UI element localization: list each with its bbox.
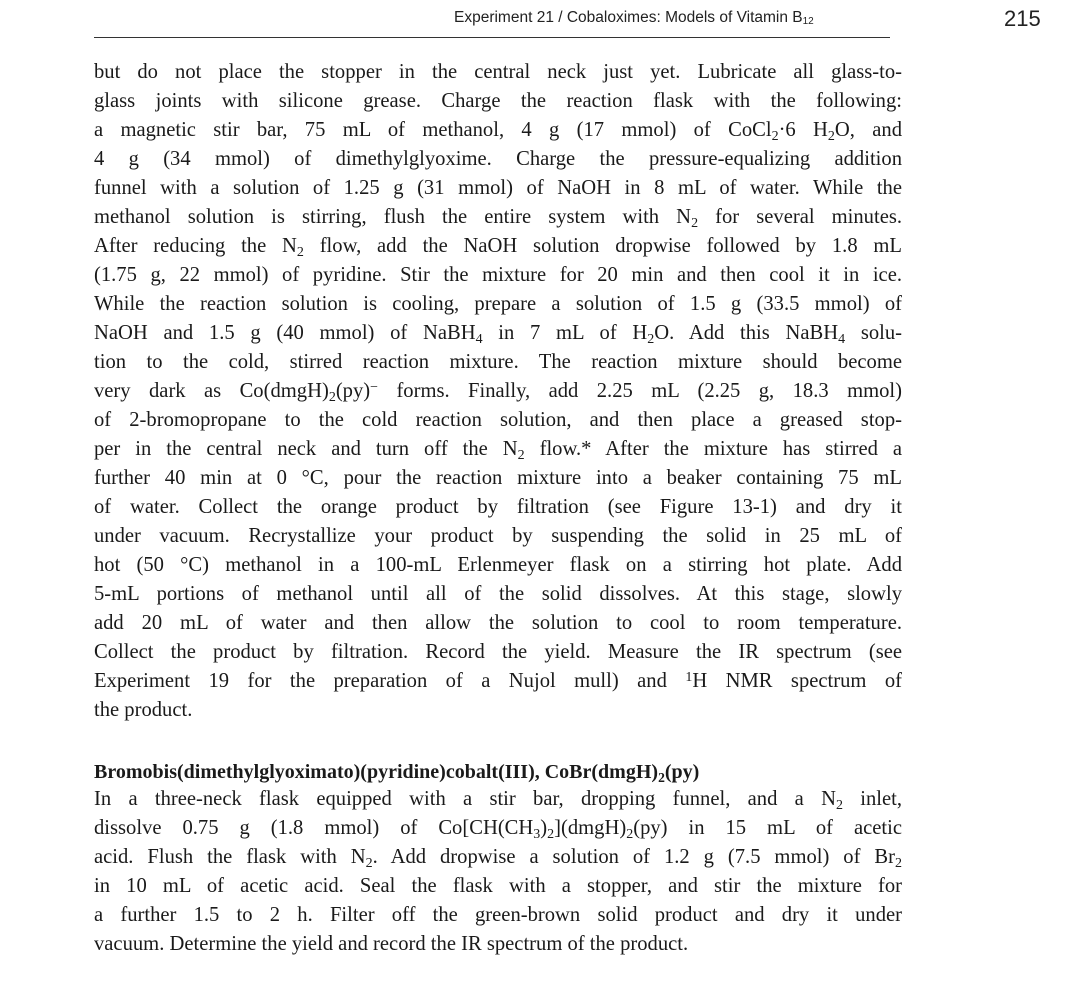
text-line bbox=[94, 319, 902, 348]
subscript: 2 bbox=[296, 244, 304, 260]
text-line bbox=[94, 580, 902, 609]
subscript: 2 bbox=[895, 855, 902, 871]
text-run: for several minutes. bbox=[698, 206, 902, 228]
text-run: a magnetic stir bar, 75 mL of methanol, 4 g (17 mmol) of CoCl bbox=[94, 119, 772, 141]
text-run: glass joints with silicone grease. Charge the reaction flask with the following: bbox=[94, 90, 902, 112]
text-run: 5-mL portions of methanol until all of the solid dissolves. At this stage, slowly bbox=[94, 583, 902, 605]
subscript: 2 bbox=[835, 797, 843, 813]
text-run: in 10 mL of acetic acid. Seal the flask with a stopper, and stir the mixture for bbox=[94, 875, 902, 897]
text-run: solu- bbox=[845, 322, 903, 344]
text-run: ](dmgH) bbox=[554, 817, 627, 839]
subscript: 4 bbox=[475, 331, 483, 347]
text-line bbox=[94, 116, 902, 145]
subscript: 2 bbox=[771, 128, 779, 144]
text-run: of water. Collect the orange product by filtration (see Figure 13-1) and dry it bbox=[94, 496, 902, 518]
text-run: per in the central neck and turn off the N bbox=[94, 438, 518, 460]
text-line bbox=[94, 406, 902, 435]
superscript: 1 bbox=[685, 670, 693, 686]
text-line bbox=[94, 174, 902, 203]
subscript: 2 bbox=[328, 389, 336, 405]
text-line bbox=[94, 203, 902, 232]
text-run: In a three-neck flask equipped with a stir bar, dropping funnel, and a N bbox=[94, 788, 836, 810]
text-line bbox=[94, 638, 902, 667]
running-title bbox=[454, 9, 814, 27]
text-line bbox=[94, 290, 902, 319]
text-line bbox=[94, 87, 902, 116]
text-run: inlet, bbox=[842, 788, 903, 810]
text-run: Bromobis(dimethylglyoximato)(pyridine)cobalt(III), CoBr(dmgH) bbox=[94, 761, 659, 783]
text-run: vacuum. Determine the yield and record the IR spectrum of the product. bbox=[94, 933, 689, 955]
text-line bbox=[94, 232, 902, 261]
text-line bbox=[94, 872, 902, 901]
text-line bbox=[94, 522, 902, 551]
text-run: While the reaction solution is cooling, prepare a solution of 1.5 g (33.5 mmol) of bbox=[94, 293, 902, 315]
text-line bbox=[94, 609, 902, 638]
text-run: After reducing the N bbox=[94, 235, 297, 257]
subscript: 2 bbox=[517, 447, 525, 463]
text-run: hot (50 °C) methanol in a 100-mL Erlenmeyer flask on a stirring hot plate. Add bbox=[94, 554, 902, 576]
subscript: 2 bbox=[658, 769, 665, 785]
text-run: very dark as Co(dmgH) bbox=[94, 380, 329, 402]
subscript: 2 bbox=[827, 128, 835, 144]
text-run: of 2-bromopropane to the cold reaction solution, and then place a greased stop- bbox=[94, 409, 902, 431]
text-line bbox=[94, 145, 902, 174]
text-line bbox=[94, 493, 902, 522]
text-run: flow.* After the mixture has stirred a bbox=[524, 438, 902, 460]
text-run: funnel with a solution of 1.25 g (31 mmol) of NaOH in 8 mL of water. While the bbox=[94, 177, 902, 199]
text-run: ·6 H bbox=[778, 119, 828, 141]
subscript: 2 bbox=[547, 826, 555, 842]
text-run: add 20 mL of water and then allow the solution to cool to room temperature. bbox=[94, 612, 902, 634]
text-line bbox=[94, 843, 902, 872]
running-title-text: Experiment 21 / Cobaloximes: Models of Vitamin B bbox=[454, 9, 803, 26]
text-run: Collect the product by filtration. Record the yield. Measure the IR spectrum (see bbox=[94, 641, 902, 663]
text-run: 4 g (34 mmol) of dimethylglyoxime. Charge the pressure-equalizing addition bbox=[94, 148, 902, 170]
text-run: (py) bbox=[335, 380, 371, 402]
text-line bbox=[94, 261, 902, 290]
page-number: 215 bbox=[1004, 6, 1041, 31]
subscript: 2 bbox=[365, 855, 373, 871]
text-line bbox=[94, 377, 902, 406]
text-run: ) bbox=[540, 817, 548, 839]
text-line bbox=[94, 435, 902, 464]
text-run: a further 1.5 to 2 h. Filter off the green-brown solid product and dry it under bbox=[94, 904, 902, 926]
subscript: 2 bbox=[691, 215, 699, 231]
text-run: (py) in 15 mL of acetic bbox=[633, 817, 902, 839]
text-run: dissolve 0.75 g (1.8 mmol) of Co[CH(CH bbox=[94, 817, 534, 839]
procedure-paragraph bbox=[94, 58, 902, 725]
text-line bbox=[94, 58, 902, 87]
text-run: flow, add the NaOH solution dropwise followed by 1.8 mL bbox=[303, 235, 902, 257]
text-run: (py) bbox=[664, 761, 700, 783]
text-run: O, and bbox=[834, 119, 902, 141]
text-line bbox=[94, 696, 902, 725]
text-run: forms. Finally, add 2.25 mL (2.25 g, 18.3 mmol) bbox=[378, 380, 902, 402]
text-run: in 7 mL of H bbox=[482, 322, 648, 344]
text-run: the product. bbox=[94, 699, 193, 721]
text-run: acid. Flush the flask with N bbox=[94, 846, 366, 868]
text-run: (1.75 g, 22 mmol) of pyridine. Stir the mixture for 20 min and then cool it in ice. bbox=[94, 264, 902, 286]
text-run: methanol solution is stirring, flush the entire system with N bbox=[94, 206, 692, 228]
text-run: under vacuum. Recrystallize your product by suspending the solid in 25 mL of bbox=[94, 525, 902, 547]
text-run: tion to the cold, stirred reaction mixture. The reaction mixture should become bbox=[94, 351, 902, 373]
text-run: H NMR spectrum of bbox=[692, 670, 902, 692]
subscript: 2 bbox=[647, 331, 655, 347]
text-run: O. Add this NaBH bbox=[654, 322, 839, 344]
text-run: . Add dropwise a solution of 1.2 g (7.5 mmol) of Br bbox=[372, 846, 895, 868]
subscript: 4 bbox=[838, 331, 846, 347]
section-heading bbox=[94, 759, 699, 785]
text-line bbox=[94, 930, 902, 959]
text-run: further 40 min at 0 °C, pour the reaction mixture into a beaker containing 75 mL bbox=[94, 467, 902, 489]
text-line bbox=[94, 814, 902, 843]
subscript: 2 bbox=[626, 826, 634, 842]
text-line bbox=[94, 901, 902, 930]
text-run: but do not place the stopper in the central neck just yet. Lubricate all glass-to- bbox=[94, 61, 902, 83]
subscript: 3 bbox=[533, 826, 541, 842]
text-line bbox=[94, 464, 902, 493]
text-line bbox=[94, 667, 902, 696]
running-title-subscript: 12 bbox=[802, 16, 814, 27]
text-line bbox=[94, 785, 902, 814]
superscript: − bbox=[370, 380, 379, 396]
text-line bbox=[94, 551, 902, 580]
text-run: NaOH and 1.5 g (40 mmol) of NaBH bbox=[94, 322, 476, 344]
text-run: Experiment 19 for the preparation of a Nujol mull) and bbox=[94, 670, 686, 692]
header-rule bbox=[94, 37, 890, 38]
section-paragraph bbox=[94, 785, 902, 959]
text-line bbox=[94, 348, 902, 377]
